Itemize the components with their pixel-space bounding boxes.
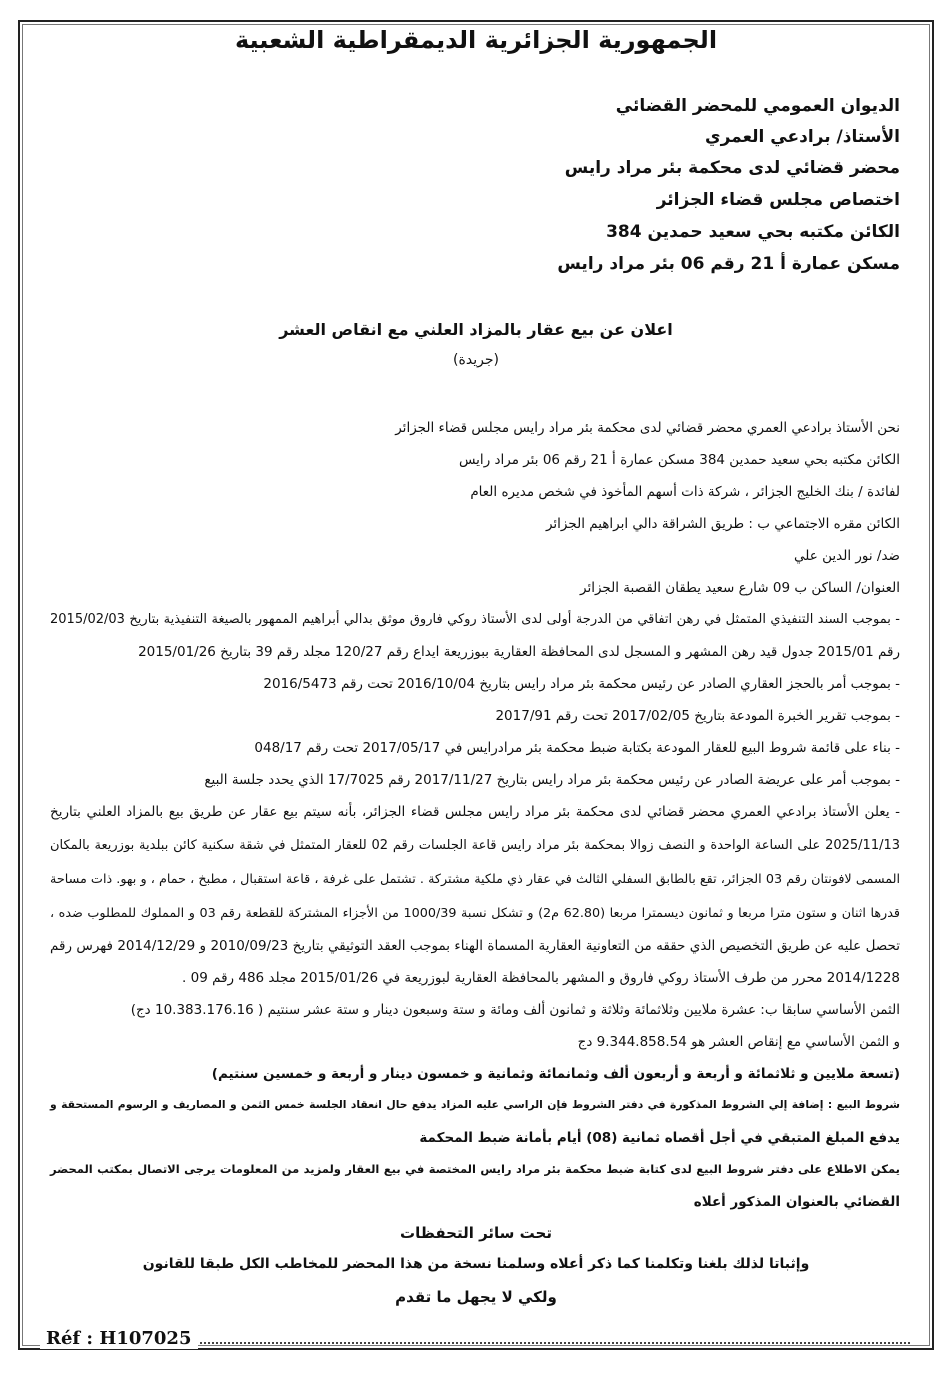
info-line: يمكن الاطلاع على دفتر شروط البيع لدى كتابة ضبط محكمة بئر مراد رايس المختصة في بيع العقار ولمزيد من المعلومات يرجى الاتصال بمكتب المحضر — [50, 1162, 900, 1176]
reduced-price-line: و الثمن الأساسي مع إنقاص العشر هو 9.344.858.54 دج — [577, 1034, 900, 1050]
reduced-price-words: (تسعة ملايين و ثلاثمائة و أربعة و أربعون ألف وثمانمائة وثمانية و خمسون دينار و أربعة و خمسين سنتيم) — [211, 1066, 900, 1082]
document-title: الجمهورية الجزائرية الديمقراطية الشعبية — [234, 26, 718, 54]
header-office: الديوان العمومي للمحضر القضائي — [615, 96, 900, 116]
header-address: الكائن مكتبه بحي سعيد حمدين 384 — [606, 222, 900, 242]
reservations-text: تحت سائر التحفظات — [400, 1224, 552, 1242]
body-line: الكائن مقره الاجتماعي ب : طريق الشراقة دالي ابراهيم الجزائر — [545, 516, 900, 532]
final-text: ولكي لا يجهل ما تقدم — [395, 1288, 557, 1306]
announcement-title: اعلان عن بيع عقار بالمزاد العلني مع انقاص العشر — [279, 320, 673, 339]
base-price-line: الثمن الأساسي سابقا ب: عشرة ملايين وثلاثمائة وثلاثة و ثمانون ألف ومائة و ستة وسبعون دينار و ستة عشر سنتيم ( 10.383.176.16 دج) — [130, 1002, 900, 1018]
body-line: - بموجب السند التنفيذي المتمثل في رهن اتفاقي من الدرجة أولى لدى الأستاذ روكي فاروق موثق بدالي أبراهيم الممهور بالصيغة التنفيذية بتاريخ 2015/02/03 — [50, 612, 900, 627]
info-line: القضائي بالعنوان المذكور أعلاه — [693, 1194, 900, 1210]
body-line: - يعلن الأستاذ برادعي العمري محضر قضائي لدى محكمة بئر مراد رايس مجلس قضاء الجزائر، بأنه سيتم بيع عقار عن طريق بيع بالمزاد العلني بتاريخ — [50, 804, 900, 820]
announcement-subtitle: (جريدة) — [453, 352, 499, 368]
body-line: رقم 2015/01 جدول قيد رهن المشهر و المسجل لدى المحافظة العقارية ببوزريعة ايداع رقم 120/27 مجلد رقم 39 بتاريخ 2015/01/26 — [138, 644, 900, 660]
body-line: 2025/11/13 على الساعة الواحدة و النصف زوالا بمحكمة بئر مراد رايس قاعة الجلسات رقم 02 للعقار المتمثل في شقة سكنية كائن ببلدية بوزريعة بالمكان — [50, 838, 901, 853]
body-line: لفائدة / بنك الخليج الجزائر ، شركة ذات أسهم المأخوذ في شخص مديره العام — [470, 484, 900, 500]
body-line: ضد/ نور الدين علي — [794, 548, 900, 564]
proof-text: وإثباتا لذلك بلغنا وتكلمنا كما ذكر أعلاه وسلمنا نسخة من هذا المحضر للمخاطب الكل طبقا للقانون — [142, 1256, 810, 1272]
body-line: - بموجب أمر على عريضة الصادر عن رئيس محكمة بئر مراد رايس بتاريخ 2017/11/27 رقم 17/7025 الذي يحدد جلسة البيع — [204, 772, 900, 788]
body-line: المسمى لافونتان رقم 03 الجزائر، تقع بالطابق السفلي الثالث في عقار ذي ملكية مشتركة . تشتمل على غرفة ، قاعة استقبال ، مطبخ ، حمام ، و بهو. ذات مساحة — [50, 872, 900, 887]
body-line: - بموجب تقرير الخبرة المودعة بتاريخ 2017/02/05 تحت رقم 2017/91 — [495, 708, 900, 724]
body-line: - بموجب أمر بالحجز العقاري الصادر عن رئيس محكمة بئر مراد رايس بتاريخ 2016/10/04 تحت رقم 2016/5473 — [263, 676, 900, 692]
header-bailiff-name: الأستاذ/ برادعي العمري — [705, 127, 900, 147]
sale-conditions-line: يدفع المبلغ المتبقي في أجل أقصاه ثمانية (08) أيام بأمانة ضبط المحكمة — [419, 1130, 900, 1146]
header-jurisdiction: اختصاص مجلس قضاء الجزائر — [656, 190, 900, 210]
body-line: 2014/1228 محرر من طرف الأستاذ روكي فاروق و المشهر بالمحافظة العقارية لبوزريعة في 2015/01/26 مجلد 486 رقم 09 . — [182, 970, 900, 986]
body-line: تحصل عليه عن طريق التخصيص الذي حققه من التعاونية العقارية المسماة الهناء بموجب العقد التوثيقي بتاريخ 2010/09/23 و 2014/12/29 فهرس رقم — [50, 938, 900, 954]
body-line: العنوان/ الساكن ب 09 شارع سعيد يطقان القصبة الجزائر — [580, 580, 900, 596]
reference-number: Réf : H107025 — [40, 1328, 198, 1349]
body-line: قدرها اثنان و ستون مترا مربعا و ثمانون ديسمترا مربعا (62.80 م2) و تشكل نسبة 1000/39 من الأجزاء المشتركة للقطعة رقم 03 و المملوك للمطلوب ضده ، — [50, 906, 901, 921]
header-court: محضر قضائي لدى محكمة بئر مراد رايس — [564, 158, 900, 178]
body-line: - بناء على قائمة شروط البيع للعقار المودعة بكتابة ضبط محكمة بئر مرادرايس في 2017/05/17 تحت رقم 048/17 — [254, 740, 900, 756]
body-line: الكائن مكتبه بحي سعيد حمدين 384 مسكن عمارة أ 21 رقم 06 بئر مراد رايس — [458, 452, 900, 468]
body-line: نحن الأستاذ برادعي العمري محضر قضائي لدى محكمة بئر مراد رايس مجلس قضاء الجزائر — [395, 420, 900, 436]
header-address-2: مسكن عمارة أ 21 رقم 06 بئر مراد رايس — [557, 254, 900, 274]
sale-conditions-line: شروط البيع : إضافة إلي الشروط المذكورة في دفتر الشروط فإن الراسي عليه المزاد يدفع حال انعقاد الجلسة خمس الثمن و المصاريف و الرسوم المستحقة و — [50, 1098, 900, 1111]
